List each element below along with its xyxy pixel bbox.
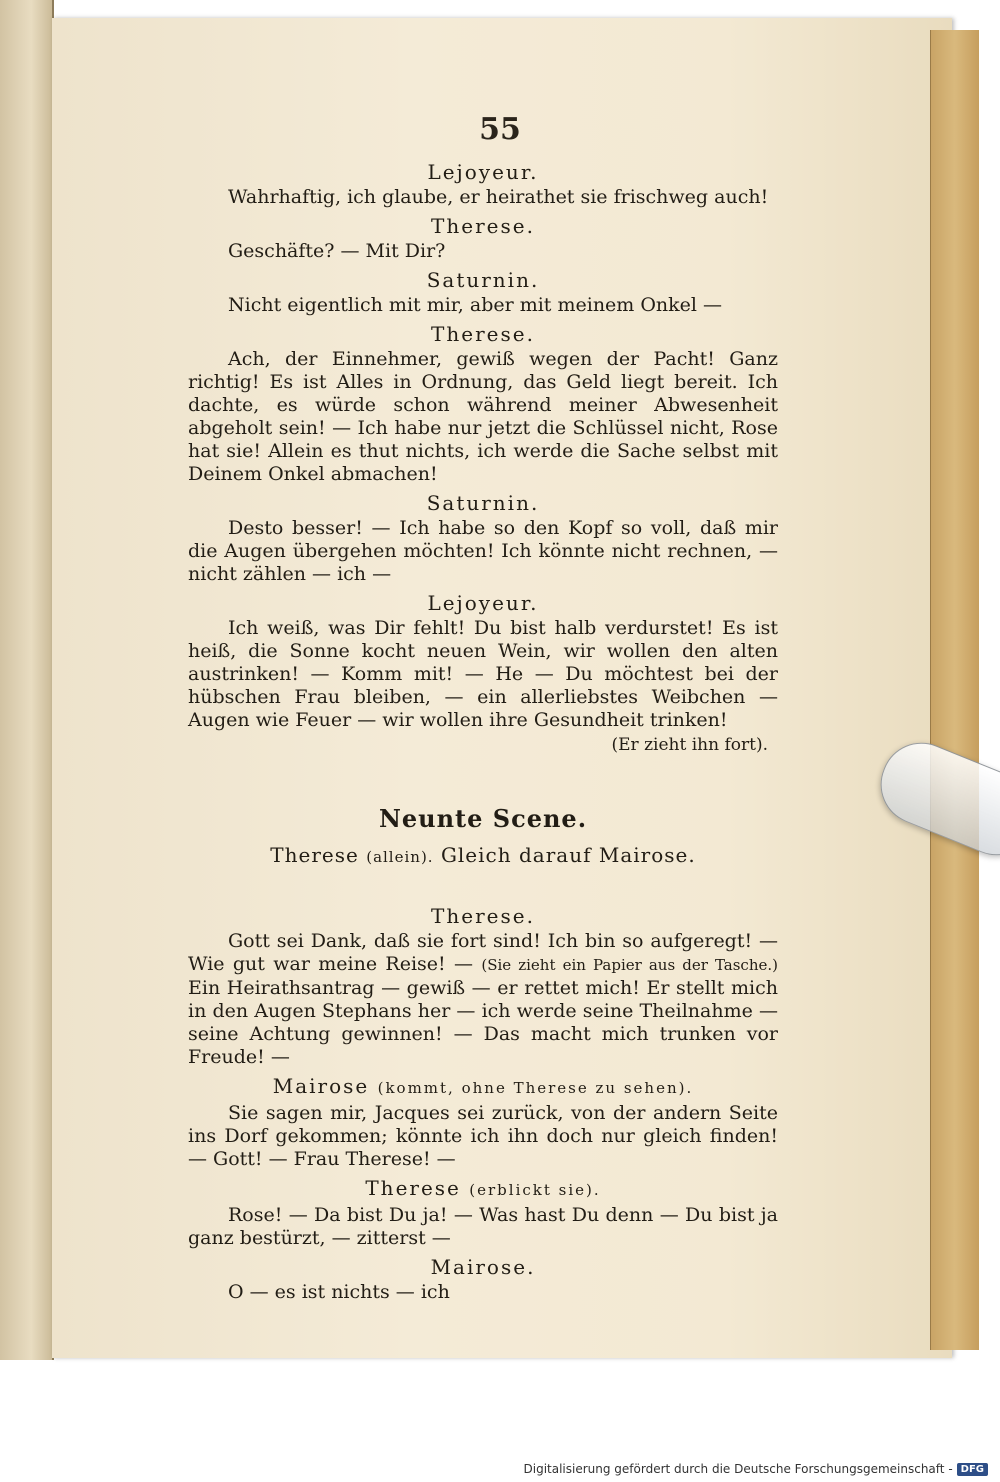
stage-direction: (Sie zieht ein Papier aus der Tasche.) xyxy=(481,956,778,974)
cast-rest: Gleich darauf Mairose. xyxy=(440,843,696,867)
stage-direction: (erblickt sie). xyxy=(469,1181,601,1199)
stage-direction: (kommt, ohne Therese zu sehen). xyxy=(377,1079,694,1097)
speech-paragraph: O — es ist nichts — ich xyxy=(228,1281,450,1303)
speech-paragraph: Ach, der Einnehmer, gewiß wegen der Pacht! Ganz richtig! Es ist Alles in Ordnung, das Geld liegt bereit. Ich dachte, es würde schon während meiner Abwesenheit abgeholt sein! — Ich habe nur jetzt die Schlüssel nicht, Rose hat sie! Allein es thut nichts, ich werde die Sache selbst mit Deinem Onkel abmachen! xyxy=(188,348,778,485)
speech-paragraph xyxy=(188,930,778,1069)
footer-text: Digitalisierung gefördert durch die Deutsche Forschungsgemeinschaft - xyxy=(523,1462,953,1476)
speaker-name: Saturnin. xyxy=(426,491,540,515)
speaker-name: Mairose. xyxy=(430,1255,536,1279)
previous-page-edge xyxy=(0,0,54,1360)
speech-text: Gott sei Dank, daß sie fort sind! Ich bin so aufgeregt! — Wie gut war meine Reise! — xyxy=(188,930,778,975)
speaker-name: Therese. xyxy=(431,322,535,346)
speaker-name: Lejoyeur. xyxy=(427,591,539,615)
speech-text: Ein Heirathsantrag — gewiß — er rettet mich! Er stellt mich in den Augen Stephans her — ich werde seine Theilnahme — seine Achtung gewinnen! — Das macht mich trunken vor Freude! — xyxy=(188,977,778,1068)
dfg-logo-icon: DFG xyxy=(957,1463,988,1476)
speech-paragraph: Ich weiß, was Dir fehlt! Du bist halb verdurstet! Es ist heiß, die Sonne kocht neuen Wein, wir wollen den alten austrinken! — Komm mit! — He — Du möchtest bei der hübschen Frau bleiben, — ein allerliebstes Weibchen — Augen wie Feuer — wir wollen ihre Gesundheit trinken! xyxy=(188,617,778,731)
speaker-entry xyxy=(188,1075,778,1100)
cast-stage-direction: (allein). xyxy=(366,848,434,866)
speaker-name: Saturnin. xyxy=(426,268,540,292)
speech-paragraph: Rose! — Da bist Du ja! — Was hast Du denn — Du bist ja ganz bestürzt, — zitterst — xyxy=(188,1204,778,1249)
speaker-name: Therese. xyxy=(431,214,535,238)
speech-paragraph: Sie sagen mir, Jacques sei zurück, von der andern Seite ins Dorf gekommen; könnte ich ihn doch nur gleich finden! — Gott! — Frau Therese! — xyxy=(188,1102,778,1170)
speaker-name: Mairose xyxy=(272,1074,370,1098)
text-block xyxy=(188,155,778,1304)
dialogue-before-scene xyxy=(188,161,778,757)
speaker-name: Lejoyeur. xyxy=(427,160,539,184)
speech-paragraph: Nicht eigentlich mit mir, aber mit meinem Onkel — xyxy=(228,294,723,316)
speech-paragraph: Wahrhaftig, ich glaube, er heirathet sie frischweg auch! xyxy=(228,186,769,208)
cast-line xyxy=(188,844,778,869)
digitization-footer xyxy=(524,1462,989,1476)
page-stack-edge xyxy=(930,30,979,1350)
speaker-name: Therese. xyxy=(431,904,535,928)
speaker-entry xyxy=(188,1177,778,1202)
scene-title: Neunte Scene. xyxy=(378,804,588,833)
speaker-name: Therese xyxy=(365,1176,461,1200)
page-number: 55 xyxy=(479,112,521,147)
stage-direction: (Er zieht ihn fort). xyxy=(611,735,768,755)
speech-paragraph: Desto besser! — Ich habe so den Kopf so voll, daß mir die Augen übergehen möchten! Ich könnte nicht rechnen, — nicht zählen — ich — xyxy=(188,517,778,585)
speech-paragraph: Geschäfte? — Mit Dir? xyxy=(228,240,446,262)
cast-name: Therese xyxy=(270,843,359,867)
